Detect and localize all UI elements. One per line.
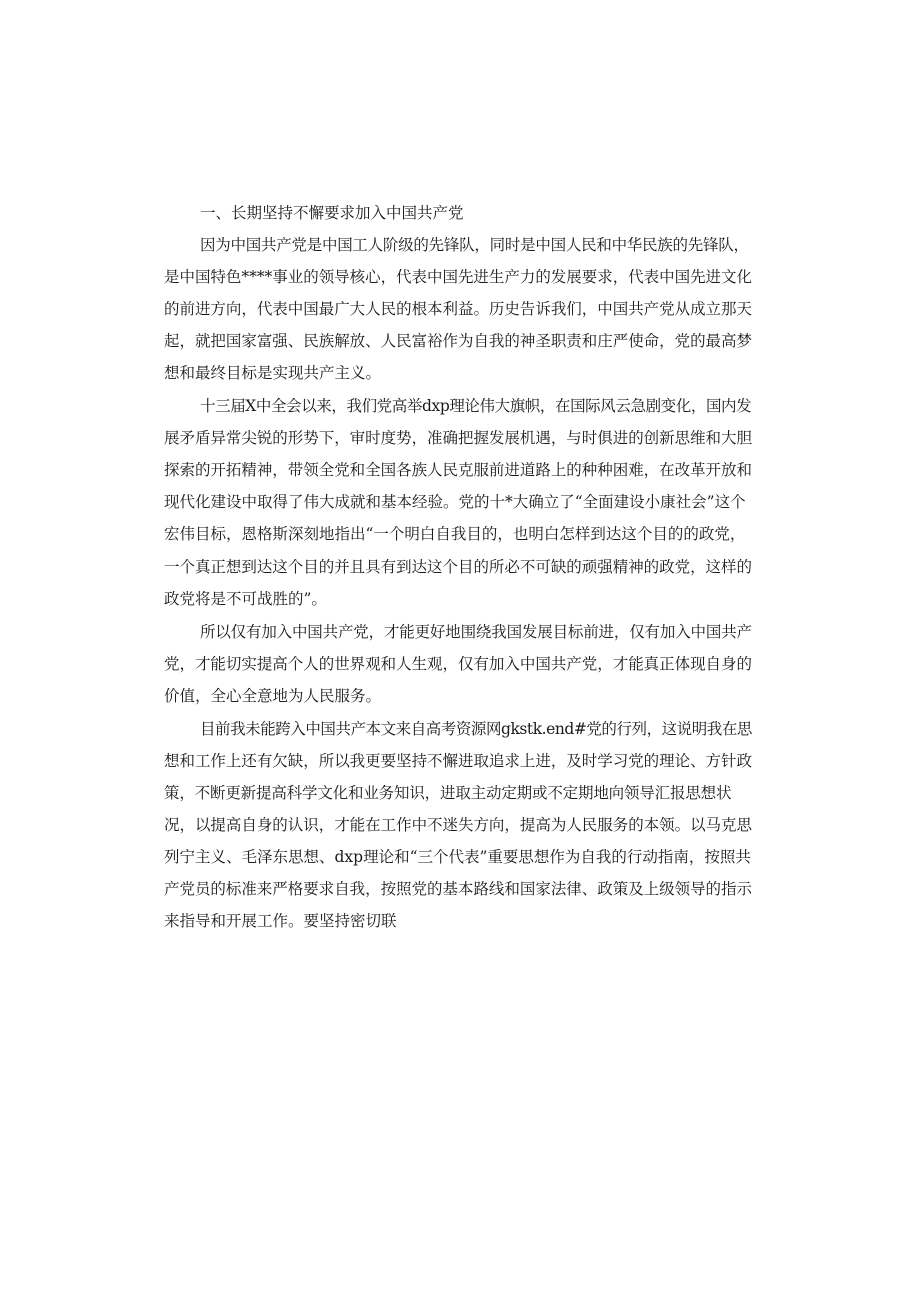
paragraph-4-line-1: 目前我未能跨入中国共产本文来自高考资源网gkstk.end#党的行列，这说明我在思 bbox=[200, 720, 752, 738]
paragraph-1-line-3: 的前进方向，代表中国最广大人民的根本利益。历史告诉我们，中国共产党从成立那天 bbox=[164, 300, 752, 318]
paragraph-2-line-5: 宏伟目标，恩格斯深刻地指出“一个明白自我目的，也明白怎样到达这个目的的政党， bbox=[164, 525, 746, 543]
paragraph-4-line-7: 来指导和开展工作。要坚持密切联 bbox=[164, 912, 397, 930]
paragraph-2-line-6: 一个真正想到达这个目的并且具有到达这个目的所必不可缺的顽强精神的政党，这样的 bbox=[164, 558, 752, 576]
paragraph-4-line-2: 想和工作上还有欠缺，所以我更要坚持不懈进取追求上进，及时学习党的理论、方针政 bbox=[164, 752, 752, 770]
paragraph-1-line-5: 想和最终目标是实现共产主义。 bbox=[164, 364, 382, 382]
paragraph-4-line-4: 况，以提高自身的认识，才能在工作中不迷失方向，提高为人民服务的本领。以马克思 bbox=[164, 816, 752, 834]
paragraph-3-line-3: 价值，全心全意地为人民服务。 bbox=[164, 687, 382, 705]
paragraph-2-line-3: 探索的开拓精神，带领全党和全国各族人民克服前进道路上的种种困难，在改革开放和 bbox=[164, 461, 752, 479]
paragraph-4-line-6: 产党员的标准来严格要求自我，按照党的基本路线和国家法律、政策及上级领导的指示 bbox=[164, 880, 752, 898]
paragraph-2-line-2: 展矛盾异常尖锐的形势下，审时度势，准确把握发展机遇，与时俱进的创新思维和大胆 bbox=[164, 429, 752, 447]
paragraph-4-line-3: 策，不断更新提高科学文化和业务知识，进取主动定期或不定期地向领导汇报思想状 bbox=[164, 784, 732, 802]
paragraph-1-line-4: 起，就把国家富强、民族解放、人民富裕作为自我的神圣职责和庄严使命，党的最高梦 bbox=[164, 332, 752, 350]
paragraph-2-line-1: 十三届X中全会以来，我们党高举dxp理论伟大旗帜，在国际风云急剧变化，国内发 bbox=[200, 397, 752, 415]
section-heading: 一、长期坚持不懈要求加入中国共产党 bbox=[200, 204, 464, 222]
paragraph-4-line-5: 列宁主义、毛泽东思想、dxp理论和“三个代表”重要思想作为自我的行动指南，按照共 bbox=[164, 848, 751, 866]
paragraph-2-line-4: 现代化建设中取得了伟大成就和基本经验。党的十*大确立了“全面建设小康社会”这个 bbox=[164, 493, 746, 511]
paragraph-1-line-2: 是中国特色****事业的领导核心，代表中国先进生产力的发展要求，代表中国先进文化 bbox=[164, 268, 752, 286]
paragraph-3-line-2: 党，才能切实提高个人的世界观和人生观，仅有加入中国共产党，才能真正体现自身的 bbox=[164, 655, 752, 673]
paragraph-3-line-1: 所以仅有加入中国共产党，才能更好地围绕我国发展目标前进，仅有加入中国共产 bbox=[200, 623, 752, 641]
paragraph-2-line-7: 政党将是不可战胜的”。 bbox=[164, 590, 327, 608]
paragraph-1-line-1: 因为中国共产党是中国工人阶级的先锋队，同时是中国人民和中华民族的先锋队， bbox=[200, 236, 749, 254]
